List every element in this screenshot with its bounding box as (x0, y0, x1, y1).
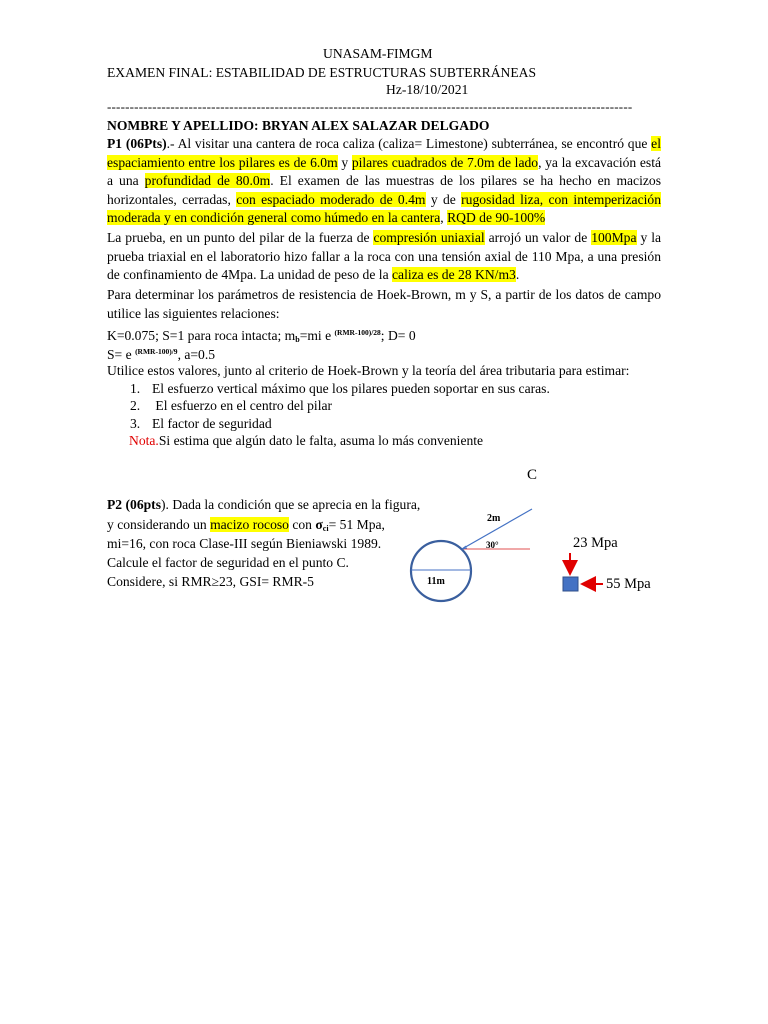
list-text: El factor de seguridad (152, 415, 272, 431)
p2-line-5: Considere, si RMR≥23, GSI= RMR-5 (107, 574, 314, 589)
p1-highlight-ucs: compresión uniaxial (373, 230, 485, 245)
p1-text: .- Al visitar una cantera de roca caliza (caliza= Limestone) subterránea, se encontró que (166, 136, 652, 151)
p2-title: P2 (06pts (107, 497, 161, 512)
p1-highlight-unit-weight: caliza es de 28 KN/m3 (392, 267, 516, 283)
student-name: NOMBRE Y APELLIDO: BRYAN ALEX SALAZAR DELGADO (107, 118, 490, 133)
list-number: 2. (130, 398, 141, 414)
figure-point-c-label: C (527, 467, 538, 483)
p2-highlight-rock-mass: macizo rocoso (210, 517, 289, 532)
p2-text: con (288, 517, 316, 532)
p1-text: La prueba, en un punto del pilar de la fuerza de (107, 230, 374, 245)
p1-paragraph-3: Para determinar los parámetros de resistencia de Hoek-Brown, m y S, a partir de los datos de campo utilice las siguientes relaciones: (107, 287, 661, 321)
eq-text: K=0.075; S=1 para roca intacta; m (107, 328, 296, 343)
p1-text: y de (425, 191, 462, 207)
p1-text: y la prueba triaxial en el laboratorio hizo fallar a la roca con una tensión axial de 110 Mpa, a una presión de confinamiento de 4Mpa. La unidad de peso de la (107, 230, 662, 283)
eq-text: ; D= 0 (380, 328, 416, 343)
p2-text: y considerando un (107, 517, 211, 532)
p1-text: arrojó un valor de (484, 230, 592, 245)
list-text: El esfuerzo vertical máximo que los pilares pueden soportar en sus caras. (152, 381, 550, 396)
p2-text: ). Dada la condición que se aprecia en la figura, (161, 497, 421, 512)
list-text: El esfuerzo en el centro del pilar (152, 398, 333, 414)
header-university: UNASAM-FIMGM (323, 46, 433, 61)
p1-title: P1 (06Pts) (107, 136, 167, 151)
eq-text: =mi e (299, 328, 335, 343)
p2-line-3: mi=16, con roca Clase-III según Bieniawski 1989. (107, 536, 382, 551)
note-text: Si estima que algún dato le falta, asuma lo más conveniente (158, 433, 484, 448)
p1-highlight-spacing: el espaciamiento entre los pilares es de 6.0m (107, 136, 661, 170)
header-date: Hz-18/10/2021 (386, 82, 469, 97)
p1-highlight-rqd: RQD de 90-100% (447, 210, 546, 226)
p1-highlight-joint-spacing: con espaciado moderado de 0.4m (236, 191, 426, 207)
eq-subscript: b (295, 335, 300, 344)
stress-element-square (563, 577, 578, 591)
p1-highlight-pillars: pilares cuadrados de 7.0m de lado (351, 154, 539, 170)
p1-highlight-roughness: rugosidad liza, con intemperización moderada y en condición general como húmedo en la cantera (107, 191, 661, 226)
p1-paragraph-4: Utilice estos valores, junto al criterio de Hoek-Brown y la teoría del área tributaria para estimar: (107, 363, 630, 378)
list-number: 3. (130, 415, 141, 431)
p1-highlight-ucs-value: 100Mpa (591, 230, 637, 245)
note-label: Nota. (129, 433, 159, 448)
diameter-label: 11m (427, 576, 445, 587)
p2-text: = 51 Mpa, (328, 517, 385, 532)
p1-text: . (515, 267, 520, 283)
eq-text: S= e (107, 347, 136, 362)
sigma-subscript: ci (322, 524, 329, 533)
header-exam-title: EXAMEN FINAL: ESTABILIDAD DE ESTRUCTURAS SUBTERRÁNEAS (107, 65, 537, 80)
p1-highlight-depth: profundidad de 80.0m (144, 173, 271, 189)
p1-text: y (337, 154, 352, 170)
horizontal-stress-label: 55 Mpa (606, 576, 651, 592)
p1-text: , (440, 210, 448, 226)
p2-line-4: Calcule el factor de seguridad en el punto C. (107, 555, 349, 570)
header-separator: -------------------------------------------------------------------------------------------------------------------- (107, 100, 633, 114)
eq-text: , a=0.5 (177, 347, 216, 362)
list-number: 1. (130, 381, 141, 396)
eq-superscript: (RMR-100)/28 (334, 328, 381, 337)
angle-label: 30° (486, 540, 499, 550)
eq-superscript: (RMR-100)/9 (135, 347, 178, 356)
p1-text: , ya la excavación está a una (107, 154, 662, 189)
sigma-symbol: σ (315, 517, 323, 532)
vertical-stress-label: 23 Mpa (573, 535, 618, 551)
radius-label: 2m (487, 513, 501, 524)
tunnel-circle (411, 541, 471, 601)
p1-text: . El examen de las muestras de los pilares se ha hecho en macizos horizontales, cerradas, (107, 173, 661, 207)
